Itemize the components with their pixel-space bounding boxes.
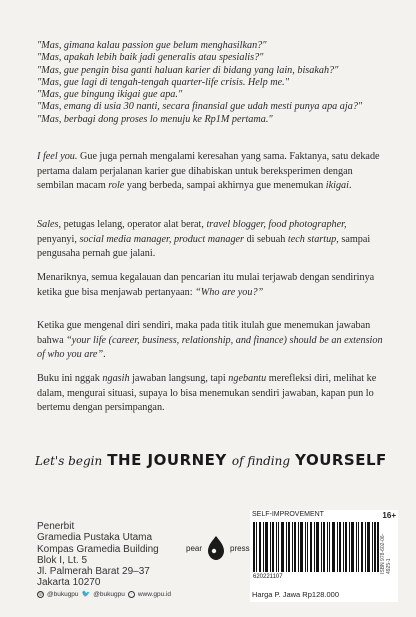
tagline-yourself: YOURSELF xyxy=(295,451,387,469)
publisher-line: Gramedia Pustaka Utama xyxy=(37,532,153,544)
tagline-lets-begin: Let's begin xyxy=(35,454,103,468)
logo-word-press: press xyxy=(230,543,250,553)
blurb-paragraph-1: I feel you. Gue juga pernah mengalami keresahan yang sama. Faktanya, satu dekade pertama dalam perjalanan karier gue dihabiskan untuk bereksperimen dengan sembilan macam role yang berbeda, sampai akhirnya gue menemukan ikigai. xyxy=(37,151,380,191)
publisher-line: Penerbit xyxy=(37,521,75,532)
question-2: "Mas, apakah lebih baik jadi generalis atau spesialis?" xyxy=(37,52,264,64)
publisher-line: Kompas Gramedia Building xyxy=(37,543,159,555)
blurb-paragraph-5: Buku ini nggak ngasih jawaban langsung, tapi ngebantu merefleksi diri, melihat ke dalam, mengurai situasi, supaya lo bisa menemukan sendiri jawaban, kapan pun lo bertemu dengan persimpangan. xyxy=(37,373,377,413)
twitter-handle: @bukugpu xyxy=(93,590,125,598)
age-rating: 16+ xyxy=(382,511,396,520)
pear-icon xyxy=(206,535,226,561)
category-label: SELF-IMPROVEMENT xyxy=(252,511,324,518)
publisher-line: Blok I, Lt. 5 xyxy=(37,554,88,566)
globe-icon: · xyxy=(128,591,135,598)
tagline xyxy=(35,450,385,469)
category-row xyxy=(252,511,396,520)
publisher-line: Jakarta 10270 xyxy=(37,577,101,589)
website: www.gpu.id xyxy=(137,590,172,598)
twitter-icon: 🐦 xyxy=(81,591,91,598)
reader-questions xyxy=(37,40,387,126)
price-label: Harga P. Jawa Rp128.000 xyxy=(252,590,340,599)
question-1: "Mas, gimana kalau passion gue belum menghasilkan?" xyxy=(37,40,267,51)
logo-word-pear: pear xyxy=(186,543,203,553)
question-3: "Mas, gue pengin bisa ganti haluan karier di bidang yang lain, bisakah?" xyxy=(37,64,339,76)
publisher-address xyxy=(37,521,159,589)
tagline-of-finding: of finding xyxy=(231,454,291,468)
tagline-the-journey: THE JOURNEY xyxy=(107,451,227,469)
instagram-handle: @bukugpu xyxy=(47,590,79,598)
question-7: "Mas, berbagi dong proses lo menuju ke Rp1M pertama." xyxy=(37,113,273,125)
pear-press-logo xyxy=(186,535,250,561)
blurb-paragraph-4: Ketika gue mengenal diri sendiri, maka pada titik itulah gue menemukan jawaban bahwa “your life (career, business, relationship, and finance) should be an extension of who you are”. xyxy=(37,320,383,360)
question-4: "Mas, gue lagi di tengah-tengah quarter-life crisis. Help me." xyxy=(37,76,289,88)
barcode-number: 620221107 xyxy=(253,574,283,580)
instagram-icon: ◎ xyxy=(38,590,43,597)
publisher-line: Jl. Palmerah Barat 29–37 xyxy=(37,566,150,578)
question-6: "Mas, emang di usia 30 nanti, secara finansial gue udah mesti punya apa aja?" xyxy=(37,101,363,113)
blurb-paragraph-3: Menariknya, semua kegalauan dan pencarian itu mulai terjawab dengan sendirinya ketika gue bisa menjawab pertanyaan: “Who are you?” xyxy=(37,272,375,298)
blurb-paragraph-2: Sales, petugas lelang, operator alat berat, travel blogger, food photographer, penyanyi, social media manager, product manager di sebuah tech startup, sampai pengusaha pernah gue jalani. xyxy=(37,219,371,259)
social-links xyxy=(37,590,171,598)
barcode xyxy=(253,522,379,572)
question-5: "Mas, gue bingung ikigai gue apa." xyxy=(37,89,183,101)
isbn-vertical: ISBN 978-602-06-4925-1 xyxy=(380,533,392,574)
